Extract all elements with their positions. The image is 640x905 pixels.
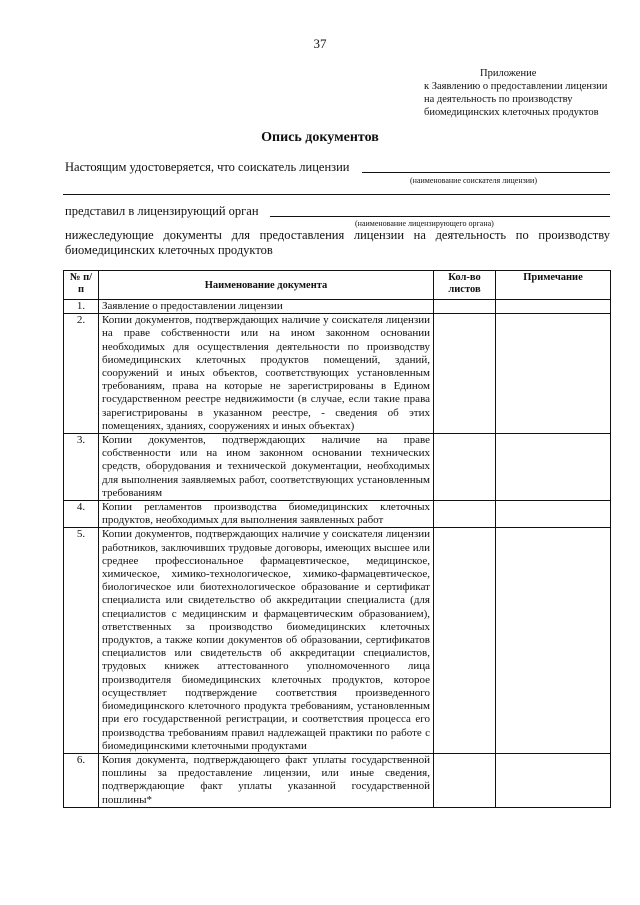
appendix-line: биомедицинских клеточных продуктов [424, 107, 599, 118]
row-sheets [434, 528, 496, 753]
submitted-line: представил в лицензирующий орган [65, 204, 259, 218]
row-note [496, 434, 611, 501]
header-num: № п/п [64, 271, 99, 300]
intro-text: нижеследующие документы для предоставления лицензии на деятельность по производству биомедицинских клеточных продуктов [65, 228, 610, 257]
row-note [496, 314, 611, 434]
header-sheets: Кол-во листов [434, 271, 496, 300]
row-name: Копии документов, подтверждающих наличие у соискателя лицензии работников, заключивших трудовые договоры, имеющих высшее или среднее профессиональное фармацевтическое, медицинское, химическое, химико-технологическое, химико-фармацевтическое, биологическое или биотехнологическое образование и сертификат специалиста или свидетельство об аккредитации специалиста (для специалистов с медицинским и фармацевтическим образованием), ответственных за производство биомедицинских клеточных продуктов, а также копии документов об образовании, сертификатов специалистов или свидетельств об аккредитации специалистов, трудовых книжек аттестованного уполномоченного лица производителя биомедицинских клеточных продуктов, которое осуществляет подтверждение соответствия произведенного биомедицинского клеточного продукта требованиям, установленным при его государственной регистрации, и соответствия процесса его производства требованиям правил надлежащей практики по работе с биомедицинскими клеточными продуктами [99, 528, 434, 753]
appendix-block [424, 67, 624, 119]
row-name: Копии документов, подтверждающих наличие на праве собственности или на ином законном основании технических средств, оборудования и технической документации, необходимых для выполнения заявляемых работ, соответствующих установленным требованиям [99, 434, 434, 501]
table-row [64, 753, 611, 807]
row-note [496, 528, 611, 753]
table-row [64, 528, 611, 753]
row-num: 6. [64, 753, 99, 807]
appendix-line: на деятельность по производству [424, 94, 573, 105]
authority-note: (наименование лицензирующего органа) [355, 219, 494, 228]
applicant-fill-line-2 [63, 194, 610, 195]
row-note [496, 300, 611, 314]
row-num: 5. [64, 528, 99, 753]
header-note: Примечание [496, 271, 611, 300]
page-number: 37 [313, 36, 327, 51]
documents-table [63, 270, 611, 808]
row-sheets [434, 314, 496, 434]
table-row [64, 434, 611, 501]
row-name: Заявление о предоставлении лицензии [99, 300, 434, 314]
table-row [64, 501, 611, 528]
row-name: Копии документов, подтверждающих наличие у соискателя лицензии на праве собственности или на ином законном основании необходимых для осуществления деятельности по производству биомедицинских клеточных продуктов помещений, зданий, сооружений и иных объектов, соответствующих установленным требованиям, права на которые не зарегистрированы в Едином государственном реестре недвижимости (в случае, если такие права зарегистрированы в указанном реестре, - сведения об этих помещениях, зданиях, сооружениях и иных объектах) [99, 314, 434, 434]
table-row [64, 300, 611, 314]
row-note [496, 753, 611, 807]
row-sheets [434, 300, 496, 314]
row-name: Копии регламентов производства биомедицинских клеточных продуктов, необходимых для выполнения заявленных работ [99, 501, 434, 528]
row-sheets [434, 434, 496, 501]
authority-fill-line [270, 216, 610, 217]
document-title: Опись документов [261, 130, 379, 145]
header-name: Наименование документа [99, 271, 434, 300]
row-sheets [434, 753, 496, 807]
row-note [496, 501, 611, 528]
certify-line: Настоящим удостоверяется, что соискатель лицензии [65, 160, 350, 174]
row-num: 1. [64, 300, 99, 314]
row-num: 4. [64, 501, 99, 528]
row-num: 2. [64, 314, 99, 434]
table-header-row [64, 271, 611, 300]
row-name: Копия документа, подтверждающего факт уплаты государственной пошлины за предоставление лицензии, или иные сведения, подтверждающие факт уплаты указанной государственной пошлины* [99, 753, 434, 807]
appendix-title: Приложение [480, 68, 537, 79]
row-sheets [434, 501, 496, 528]
row-num: 3. [64, 434, 99, 501]
appendix-line: к Заявлению о предоставлении лицензии [424, 81, 608, 92]
table-row [64, 314, 611, 434]
applicant-note: (наименование соискателя лицензии) [410, 176, 537, 185]
applicant-fill-line [362, 172, 610, 173]
